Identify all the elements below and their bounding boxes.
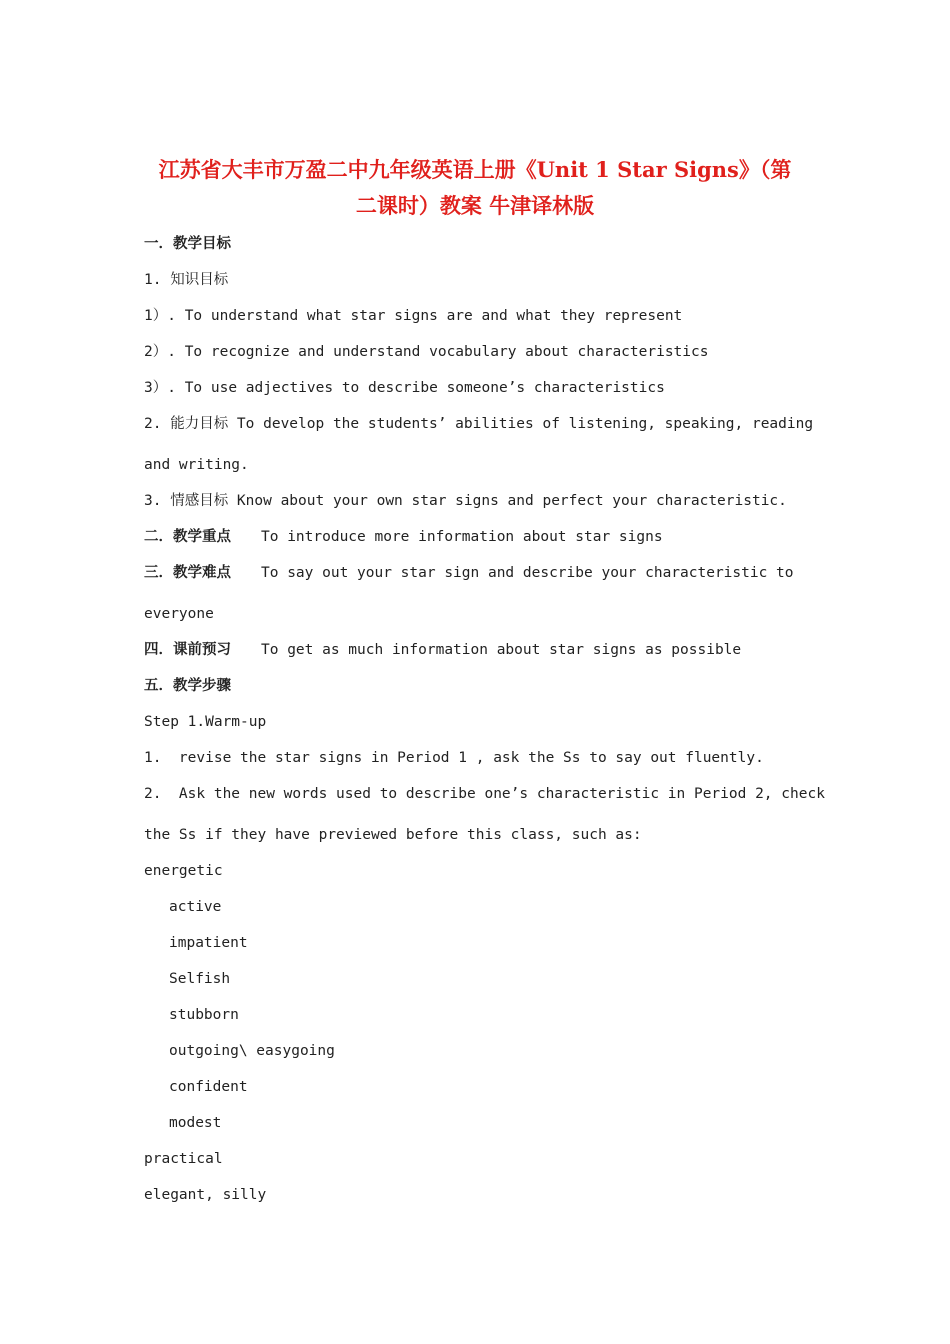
- knowledge-goal-1: 1）. To understand what star signs are and what they represent: [144, 308, 683, 324]
- step-1-item-1: 1. revise the star signs in Period 1 , ask the Ss to say out fluently.: [144, 750, 764, 766]
- ability-goal-line-1: 2. 能力目标 To develop the students’ abilities of listening, speaking, reading: [144, 416, 814, 432]
- title-line-2: 二课时）教案 牛津译林版: [355, 193, 595, 218]
- ability-goal-line-2: and writing.: [144, 457, 249, 473]
- section-2-heading: 二．教学重点: [144, 529, 231, 545]
- section-3-heading: 三．教学难点: [144, 565, 231, 581]
- section-3: [144, 563, 794, 583]
- section-4: [144, 640, 741, 660]
- section-3-text-cont: everyone: [144, 606, 214, 622]
- word-item: energetic: [144, 863, 223, 879]
- section-2-text: To introduce more information about star signs: [261, 529, 663, 545]
- knowledge-goal-3: 3）. To use adjectives to describe someone’s characteristics: [144, 380, 665, 396]
- word-item: outgoing\ easygoing: [169, 1043, 335, 1059]
- word-item: impatient: [169, 935, 248, 951]
- section-3-text: To say out your star sign and describe your characteristic to: [261, 565, 794, 581]
- step-1-item-2-line-2: the Ss if they have previewed before this class, such as:: [144, 827, 642, 843]
- word-item: Selfish: [169, 971, 231, 987]
- word-item: active: [169, 899, 222, 915]
- word-item: elegant, silly: [144, 1187, 267, 1203]
- word-item: modest: [169, 1115, 222, 1131]
- knowledge-goal-2: 2）. To recognize and understand vocabulary about characteristics: [144, 344, 709, 360]
- document-title: [130, 152, 820, 224]
- section-2: [144, 527, 663, 547]
- step-1: Step 1.Warm-up: [144, 714, 267, 730]
- section-1-heading: 一．教学目标: [144, 236, 231, 252]
- word-item: confident: [169, 1079, 248, 1095]
- section-4-text: To get as much information about star signs as possible: [261, 642, 742, 658]
- section-5-heading: 五．教学步骤: [144, 678, 231, 694]
- word-item: practical: [144, 1151, 223, 1167]
- emotion-goal: 3. 情感目标 Know about your own star signs and perfect your characteristic.: [144, 493, 787, 509]
- step-1-item-2-line-1: 2. Ask the new words used to describe one’s characteristic in Period 2, check: [144, 786, 825, 802]
- word-item: stubborn: [169, 1007, 239, 1023]
- knowledge-goal: 1. 知识目标: [144, 272, 229, 288]
- title-line-1: 江苏省大丰市万盈二中九年级英语上册《Unit 1 Star Signs》（第: [158, 157, 792, 182]
- section-4-heading: 四．课前预习: [144, 642, 231, 658]
